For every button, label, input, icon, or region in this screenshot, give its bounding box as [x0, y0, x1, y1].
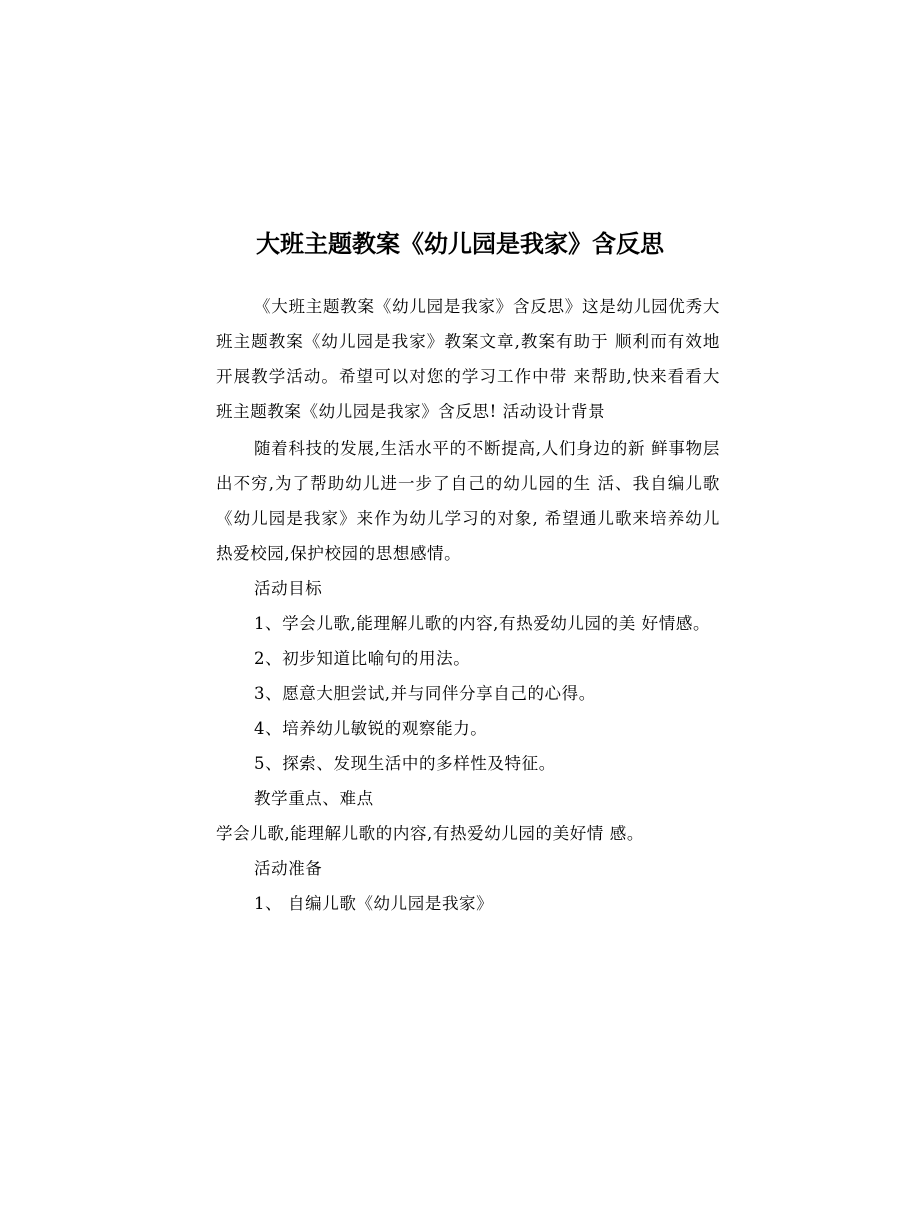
document-title: 大班主题教案《幼儿园是我家》含反思 — [256, 230, 664, 258]
goals-heading: 活动目标 — [254, 579, 323, 598]
intro-paragraph: 《大班主题教案《幼儿园是我家》含反思》这是幼儿园优秀大班主题教案《幼儿园是我家》教案文章,教案有助于 顺利而有效地开展教学活动。希望可以对您的学习工作中带 来帮助,快来看看大班主题教案《幼儿园是我家》含反思! 活动设计背景 — [216, 297, 720, 421]
goal-item-3: 3、愿意大胆尝试,并与同伴分享自己的心得。 — [254, 684, 596, 703]
goal-item-4: 4、培养幼儿敏锐的观察能力。 — [254, 719, 488, 738]
goal-item-1: 1、学会儿歌,能理解儿歌的内容,有热爱幼儿园的美 好情感。 — [253, 614, 711, 633]
key-points-text: 学会儿歌,能理解儿歌的内容,有热爱幼儿园的美好情 感。 — [216, 824, 644, 843]
goal-item-5: 5、探索、发现生活中的多样性及特征。 — [254, 754, 556, 773]
preparation-item-1: 1、 自编儿歌《幼儿园是我家》 — [254, 894, 494, 913]
document-body — [216, 289, 720, 921]
background-paragraph: 随着科技的发展,生活水平的不断提高,人们身边的新 鲜事物层出不穷,为了帮助幼儿进一步了自己的幼儿园的生 活、我自编儿歌《幼儿园是我家》来作为幼儿学习的对象, 希望通儿歌来培养幼儿热爱校园,保护校园的思想感情。 — [216, 439, 720, 563]
key-points-heading: 教学重点、难点 — [254, 789, 374, 808]
goal-item-2: 2、初步知道比喻句的用法。 — [254, 649, 471, 668]
preparation-heading: 活动准备 — [254, 859, 323, 878]
